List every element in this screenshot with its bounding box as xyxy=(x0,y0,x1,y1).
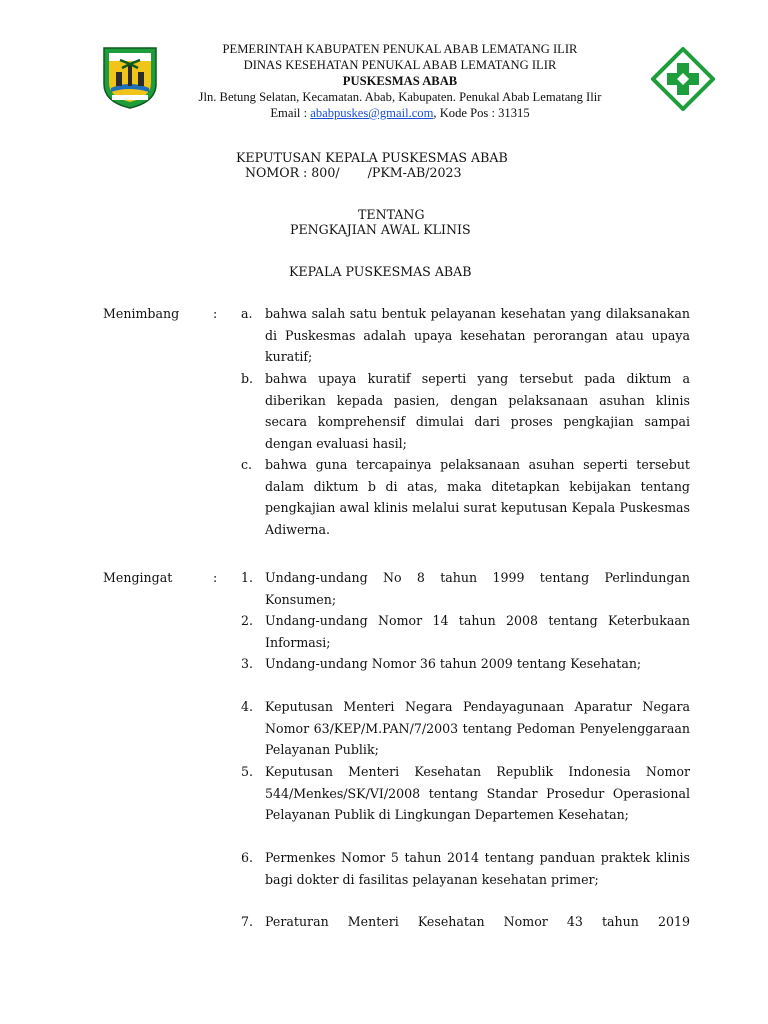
item-text: Peraturan Menteri Kesehatan Nomor 43 tahun 2019 xyxy=(265,914,690,929)
letterhead xyxy=(160,41,640,121)
item-marker: 5. xyxy=(241,764,254,779)
item-text: Permenkes Nomor 5 tahun 2014 tentang panduan praktek klinis bagi dokter di fasilitas pelayanan kesehatan primer; xyxy=(265,850,690,887)
item-marker: 7. xyxy=(241,914,254,929)
item-text: Keputusan Menteri Kesehatan Republik Indonesia Nomor 544/Menkes/SK/VI/2008 tentang Standar Prosedur Operasional Pelayanan Publik di Lingkungan Departemen Kesehatan; xyxy=(265,764,690,823)
item-marker: 6. xyxy=(241,850,254,865)
item-text: Undang-undang Nomor 36 tahun 2009 tentang Kesehatan; xyxy=(265,656,642,671)
issuer-heading: KEPALA PUSKESMAS ABAB xyxy=(289,264,472,279)
puskesmas-emblem-icon xyxy=(651,47,715,111)
item-text: Undang-undang No 8 tahun 1999 tentang Perlindungan Konsumen; xyxy=(265,570,690,607)
decision-subject: PENGKAJIAN AWAL KLINIS xyxy=(290,222,471,237)
item-marker: 4. xyxy=(241,699,254,714)
letterhead-department: DINAS KESEHATAN PENUKAL ABAB LEMATANG ILIR xyxy=(243,58,557,72)
item-marker: b. xyxy=(241,371,254,386)
regency-emblem-icon xyxy=(98,44,162,110)
letterhead-address: Jln. Betung Selatan, Kecamatan. Abab, Kabupaten. Penukal Abab Lematang Ilir xyxy=(198,90,602,104)
email-link[interactable]: ababpuskes@gmail.com xyxy=(310,106,434,120)
menimbang-label: Menimbang xyxy=(103,306,180,321)
item-marker: c. xyxy=(241,457,253,472)
item-text: bahwa upaya kuratif seperti yang tersebut pada diktum a diberikan kepada pasien, dengan pelaksanaan asuhan klinis secara komprehensif dimulai dari proses pengkajian sampai dengan evaluasi hasil; xyxy=(265,371,690,451)
item-marker: 1. xyxy=(241,570,254,585)
letterhead-government: PEMERINTAH KABUPATEN PENUKAL ABAB LEMATANG ILIR xyxy=(222,42,578,56)
decision-title: KEPUTUSAN KEPALA PUSKESMAS ABAB xyxy=(236,150,508,165)
item-text: bahwa guna tercapainya pelaksanaan asuhan seperti tersebut dalam diktum b di atas, maka ditetapkan kebijakan tentang pengkajian awal klinis melalui surat keputusan Kepala Puskesmas Adiwerna. xyxy=(265,457,690,537)
item-text: Undang-undang Nomor 14 tahun 2008 tentang Keterbukaan Informasi; xyxy=(265,613,690,650)
about-heading: TENTANG xyxy=(358,207,425,222)
menimbang-colon: : xyxy=(213,306,218,321)
mengingat-colon: : xyxy=(213,570,218,585)
letterhead-contact xyxy=(160,105,640,121)
item-marker: 3. xyxy=(241,656,254,671)
decision-number: NOMOR : 800/ /PKM-AB/2023 xyxy=(245,165,462,180)
letterhead-facility: PUSKESMAS ABAB xyxy=(342,74,458,88)
email-label: Email : xyxy=(270,106,311,120)
item-marker: 2. xyxy=(241,613,254,628)
mengingat-label: Mengingat xyxy=(103,570,173,585)
item-marker: a. xyxy=(241,306,253,321)
postal-code: , Kode Pos : 31315 xyxy=(433,106,530,120)
item-text: bahwa salah satu bentuk pelayanan kesehatan yang dilaksanakan di Puskesmas adalah upaya kesehatan perorangan atau upaya kuratif; xyxy=(265,306,690,365)
item-text: Keputusan Menteri Negara Pendayagunaan Aparatur Negara Nomor 63/KEP/M.PAN/7/2003 tentang Pedoman Penyelenggaraan Pelayanan Publik; xyxy=(265,699,690,758)
